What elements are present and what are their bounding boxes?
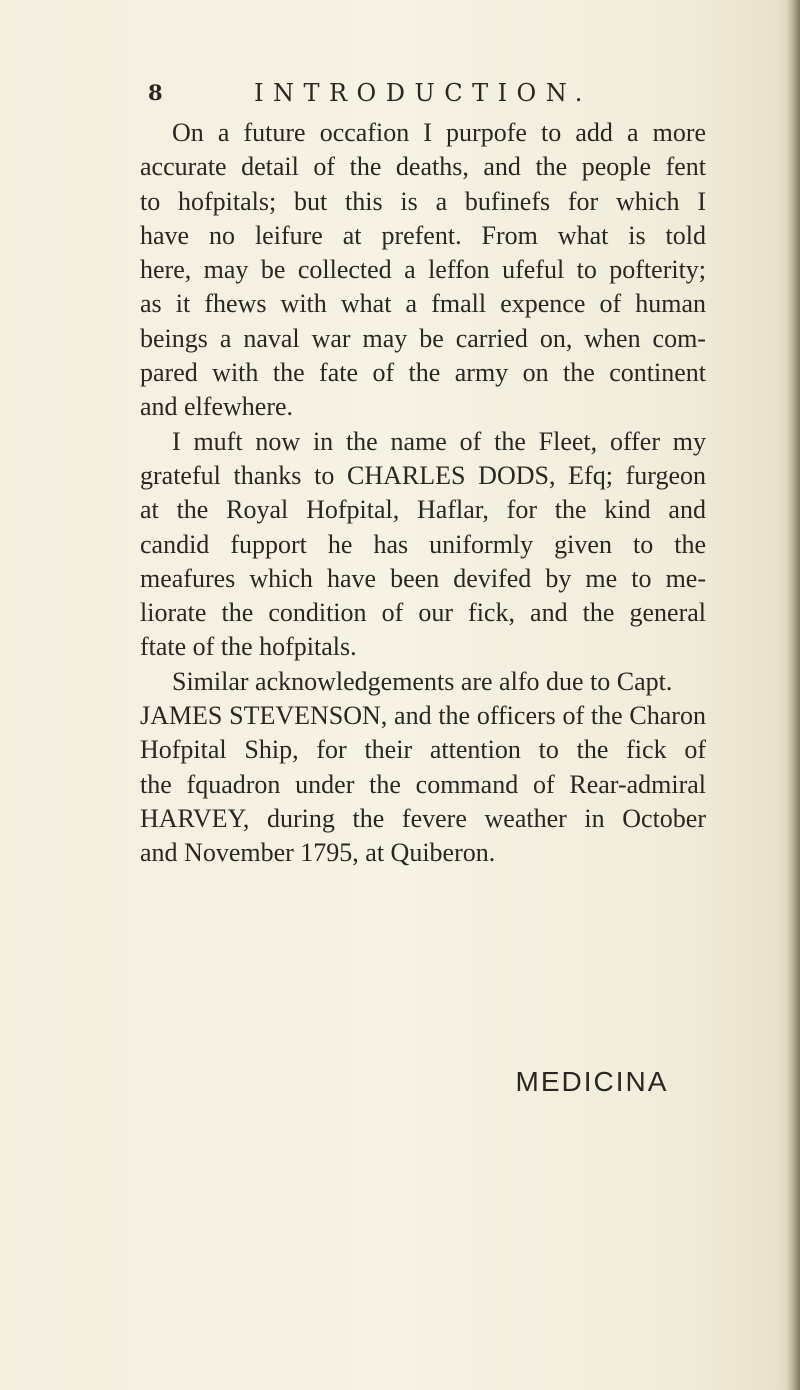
page-header <box>148 78 708 108</box>
text-line: at the Royal Hofpital, Haflar, for the kind and <box>140 495 706 525</box>
text-line: and elfewhere. <box>140 392 294 422</box>
text-line: beings a naval war may be carried on, when com- <box>140 323 706 353</box>
text-line: Hofpital Ship, for their attention to the fick of <box>140 735 706 765</box>
text-line: accurate detail of the deaths, and the people fent <box>140 152 707 182</box>
text-line: On a future occafion I purpofe to add a more <box>172 118 707 147</box>
text-line: and November 1795, at Quiberon. <box>140 838 496 868</box>
page-spine-edge <box>786 0 800 1390</box>
text-line: grateful thanks to CHARLES DODS, Efq; furgeon <box>140 460 706 490</box>
page-number: 8 <box>148 80 163 105</box>
text-line: liorate the condition of our fick, and the general <box>140 598 706 628</box>
text-line: candid fupport he has uniformly given to the <box>140 529 706 559</box>
text-line: have no leifure at prefent. From what is told <box>140 220 706 250</box>
text-line: the fquadron under the command of Rear-admiral <box>140 769 707 799</box>
text-line: as it fhews with what a fmall expence of human <box>140 289 707 319</box>
text-line: ftate of the hofpitals. <box>140 632 357 662</box>
text-line: meafures which have been devifed by me to me- <box>140 563 706 593</box>
text-line: here, may be collected a leffon ufeful to pofterity; <box>140 255 707 285</box>
running-head: INTRODUCTION. <box>254 79 592 107</box>
text-line: Similar acknowledgements are alfo due to Capt. <box>172 666 673 696</box>
text-line: pared with the fate of the army on the continent <box>140 358 707 388</box>
catchword: MEDICINA <box>515 1066 669 1097</box>
body-text <box>140 116 780 871</box>
text-line: HARVEY, during the fevere weather in October <box>140 803 706 833</box>
text-line: to hofpitals; but this is a bufinefs for which I <box>140 186 707 216</box>
text-line: JAMES STEVENSON, and the officers of the Charon <box>140 701 706 731</box>
text-line: I muft now in the name of the Fleet, offer my <box>172 426 707 456</box>
